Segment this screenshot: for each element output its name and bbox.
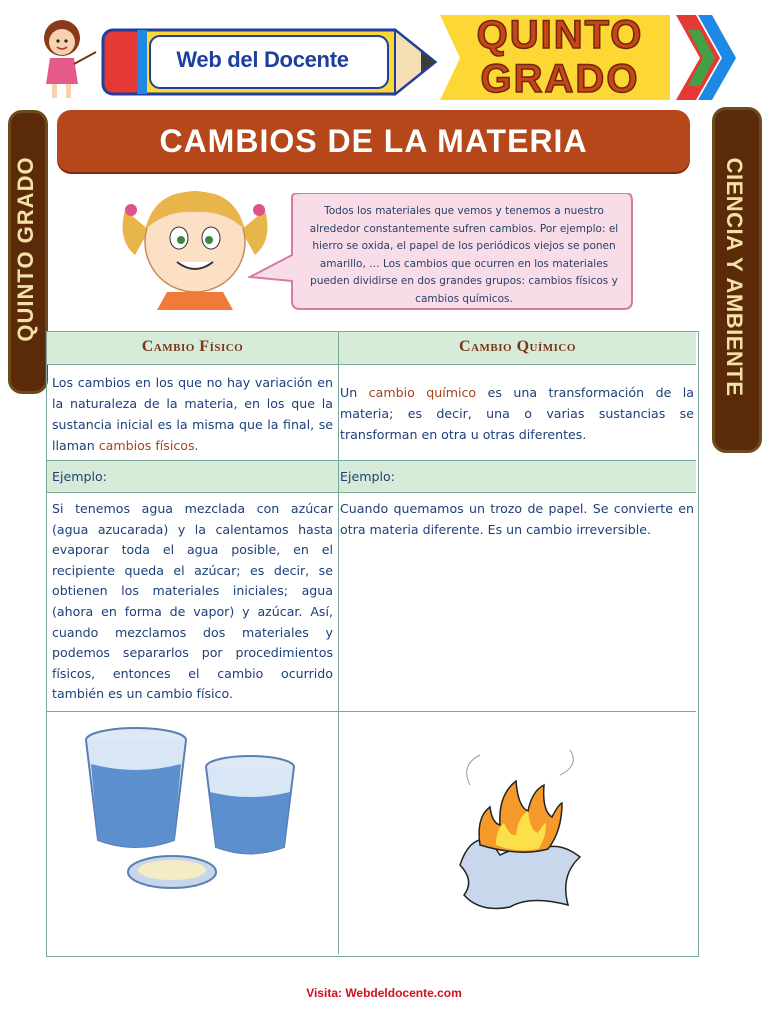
right-side-label: CIENCIA Y AMBIENTE (722, 157, 747, 397)
water-glasses-illustration (80, 722, 320, 902)
header-cambio-quimico: Cambio Químico (459, 338, 576, 355)
page-title: CAMBIOS DE LA MATERIA (159, 123, 588, 159)
brand-name: Web del Docente (176, 47, 349, 72)
fisico-definition-text: Los cambios en los que no hay variación en la naturaleza de la materia, en los que la sustancia inicial es la misma que la final, se llaman (52, 375, 333, 453)
table-row-divider (47, 460, 696, 461)
quimico-definition (340, 382, 694, 445)
fisico-example-text: Si tenemos agua mezclada con azúcar (agua azucarada) y la calentamos hasta evaporar toda el agua posible, en el recipiente queda el azúcar; es decir, se obtienen los materiales iniciales; agua (ahora en forma de vapor) y azúcar. Así, cuando mezclamos dos materiales y podemos separarlos por procedimientos físicos, entonces el cambio ocurrido también es un cambio físico. (52, 501, 333, 702)
fisico-definition (52, 372, 333, 456)
example-label-quimico: Ejemplo: (340, 469, 395, 484)
table-column-divider (338, 332, 339, 954)
fisico-definition-term: cambios físicos (98, 438, 195, 453)
burning-paper-illustration (440, 745, 590, 920)
quimico-definition-text: es una transformación de la materia; es decir, una o varias sustancias se transforman en otra u otras diferentes. (340, 385, 694, 442)
left-side-label: QUINTO GRADO (13, 156, 38, 342)
header-cambio-fisico: Cambio Físico (141, 338, 244, 355)
quimico-example-text: Cuando quemamos un trozo de papel. Se convierte en otra materia diferente. Es un cambio irreversible. (340, 501, 694, 537)
table-row-divider (47, 711, 696, 712)
table-row-divider (47, 364, 696, 365)
table-row-divider (47, 492, 696, 493)
teacher-mascot-logo (28, 14, 100, 100)
example-label-fisico: Ejemplo: (52, 469, 107, 484)
quimico-definition-start: Un (340, 385, 369, 400)
grade-label-line1: QUINTO (476, 13, 644, 57)
quimico-definition-term: cambio químico (368, 385, 477, 400)
grade-label-line2: GRADO (480, 57, 640, 101)
fisico-definition-end: . (194, 438, 199, 453)
footer-link[interactable]: Visita: Webdeldocente.com (306, 986, 462, 1000)
intro-text: Todos los materiales que vemos y tenemos a nuestro alrededor constantemente sufren cambios. Por ejemplo: el hierro se oxida, el papel de los periódicos viejos se ponen amarillo, … Los cambios que ocurren en los materiales pueden dividirse en dos grandes grupos: cambios físicos y cambios químicos. (309, 205, 619, 305)
